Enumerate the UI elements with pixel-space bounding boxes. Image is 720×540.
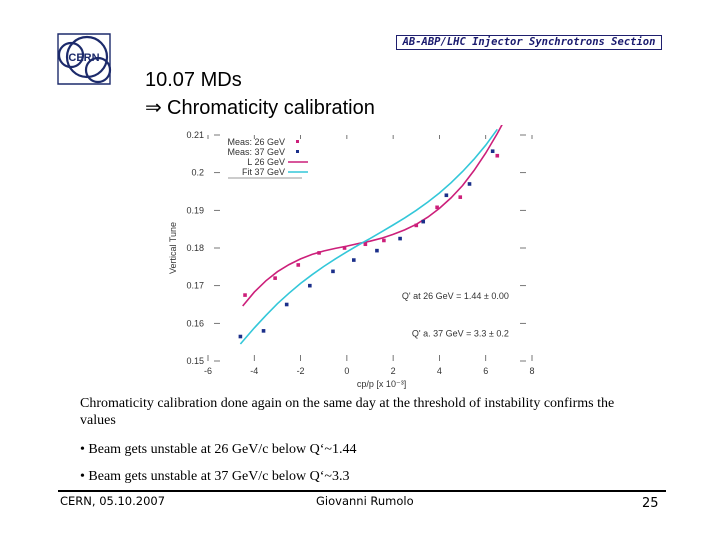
chromaticity-chart: [160, 125, 550, 390]
bullet-37gev: • Beam gets unstable at 37 GeV/c below Q‘~3.3: [80, 469, 350, 484]
data-point: [285, 303, 289, 307]
legend-label: Meas: 26 GeV: [227, 137, 285, 147]
data-point: [352, 258, 356, 262]
data-point: [421, 220, 425, 224]
data-point: [468, 182, 472, 186]
x-tick-label: 8: [529, 366, 535, 376]
footer-divider: [58, 490, 666, 492]
y-axis-label: Vertical Tune: [168, 221, 178, 275]
data-point: [364, 242, 368, 246]
y-tick-label: 0.21: [186, 130, 204, 140]
implies-arrow-icon: ⇒: [145, 97, 162, 119]
data-point: [239, 335, 243, 339]
data-point: [296, 263, 300, 267]
data-point: [243, 293, 247, 297]
data-point: [495, 154, 499, 158]
y-tick-label: 0.16: [186, 318, 204, 329]
annotation-26gev: Q' at 26 GeV = 1.44 ± 0.00: [401, 290, 509, 301]
data-point: [331, 270, 335, 274]
data-point: [273, 276, 277, 280]
data-point: [398, 237, 402, 241]
bullet-26gev: • Beam gets unstable at 26 GeV/c below Q‘~1.44: [80, 442, 357, 457]
x-tick-label: 4: [436, 366, 442, 376]
data-point: [491, 149, 495, 153]
x-tick-label: -4: [250, 366, 259, 376]
data-point: [308, 284, 312, 288]
legend-marker: [296, 150, 299, 153]
data-point: [458, 195, 462, 199]
y-tick-label: 0.2: [191, 167, 204, 178]
logo-text: CERN: [68, 52, 100, 64]
annotation-37gev: Q' a. 37 GeV = 3.3 ± 0.2: [411, 328, 509, 339]
x-tick-label: -6: [203, 366, 213, 376]
slide-subtitle: Chromaticity calibration: [167, 97, 375, 119]
data-point: [382, 239, 386, 243]
x-tick-label: 0: [344, 366, 350, 376]
cern-logo: [54, 30, 114, 88]
x-tick-label: 6: [483, 366, 489, 376]
data-point: [343, 246, 347, 250]
data-point: [317, 251, 321, 255]
page-number: 25: [642, 496, 659, 511]
legend-label: Meas: 37 GeV: [227, 147, 285, 157]
legend-label: L 26 GeV: [247, 157, 285, 167]
y-tick-label: 0.17: [186, 280, 204, 291]
x-axis-label: cp/p [x 10⁻³]: [356, 379, 407, 389]
slide-subtitle-row: [145, 96, 375, 120]
data-point: [375, 249, 379, 253]
legend-label: Fit 37 GeV: [241, 167, 285, 177]
slide-title: 10.07 MDs: [145, 69, 242, 91]
data-point: [435, 206, 439, 210]
legend-marker: [296, 140, 299, 143]
y-tick-label: 0.18: [186, 243, 204, 253]
section-label: AB-ABP/LHC Injector Synchrotrons Section: [396, 35, 662, 50]
y-tick-label: 0.19: [186, 205, 204, 216]
data-point: [445, 193, 449, 197]
x-tick-label: -2: [296, 366, 305, 376]
data-point: [262, 329, 266, 333]
x-tick-label: 2: [390, 366, 396, 376]
footer-author: Giovanni Rumolo: [316, 494, 414, 508]
y-tick-label: 0.15: [186, 356, 204, 366]
data-point: [414, 224, 418, 228]
conclusion-paragraph: Chromaticity calibration done again on the same day at the threshold of instability confirms the values: [80, 396, 615, 428]
footer-date: CERN, 05.10.2007: [60, 494, 166, 508]
